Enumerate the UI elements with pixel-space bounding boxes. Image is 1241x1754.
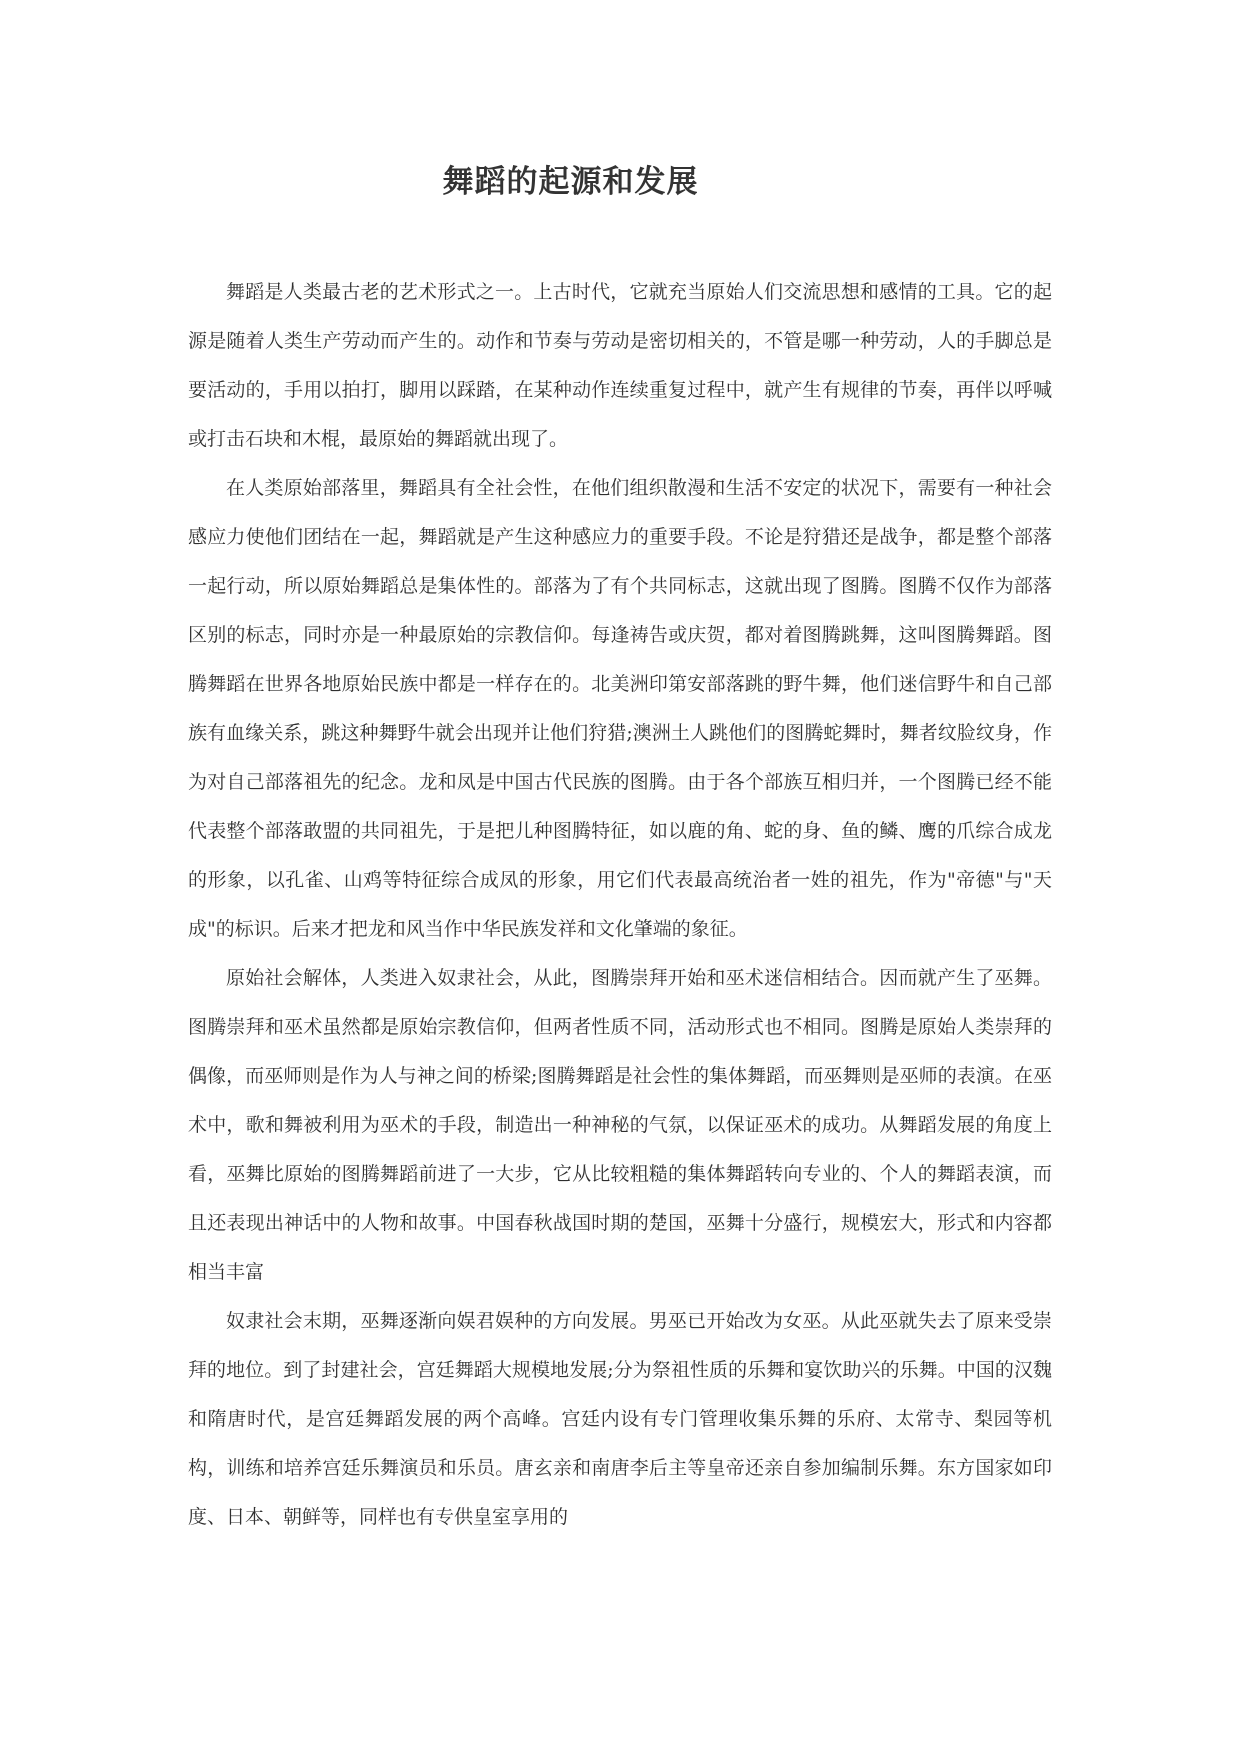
paragraph-witch-dance: 原始社会解体，人类进入奴隶社会，从此，图腾崇拜开始和巫术迷信相结合。因而就产生了巫舞。图腾崇拜和巫术虽然都是原始宗教信仰，但两者性质不同，活动形式也不相同。图腾是原始人类崇拜的偶像，而巫师则是作为人与神之间的桥梁;图腾舞蹈是社会性的集体舞蹈，而巫舞则是巫师的表演。在巫术中，歌和舞被利用为巫术的手段，制造出一种神秘的气氛，以保证巫术的成功。从舞蹈发展的角度上看，巫舞比原始的图腾舞蹈前进了一大步，它从比较粗糙的集体舞蹈转向专业的、个人的舞蹈表演，而且还表现出神话中的人物和故事。中国春秋战国时期的楚国，巫舞十分盛行，规模宏大，形式和内容都相当丰富 <box>188 967 1052 1283</box>
paragraph-court-dance: 奴隶社会末期，巫舞逐渐向娱君娱种的方向发展。男巫已开始改为女巫。从此巫就失去了原来受崇拜的地位。到了封建社会，宫廷舞蹈大规模地发展;分为祭祖性质的乐舞和宴饮助兴的乐舞。中国的汉魏和隋唐时代，是宫廷舞蹈发展的两个高峰。宫廷内设有专门管理收集乐舞的乐府、太常寺、梨园等机构，训练和培养宫廷乐舞演员和乐员。唐玄亲和南唐李后主等皇帝还亲自参加编制乐舞。东方国家如印度、日本、朝鲜等，同样也有专供皇室享用的 <box>188 1310 1052 1528</box>
page-title: 舞蹈的起源和发展 <box>442 164 699 200</box>
paragraph-totem: 在人类原始部落里，舞蹈具有全社会性，在他们组织散漫和生活不安定的状况下，需要有一种社会感应力使他们团结在一起，舞蹈就是产生这种感应力的重要手段。不论是狩猎还是战争，都是整个部落一起行动，所以原始舞蹈总是集体性的。部落为了有个共同标志，这就出现了图腾。图腾不仅作为部落区别的标志，同时亦是一种最原始的宗教信仰。每逢祷告或庆贺，都对着图腾跳舞，这叫图腾舞蹈。图腾舞蹈在世界各地原始民族中都是一样存在的。北美洲印第安部落跳的野牛舞，他们迷信野牛和自己部族有血缘关系，跳这种舞野牛就会出现并让他们狩猎;澳洲土人跳他们的图腾蛇舞时，舞者纹脸纹身，作为对自己部落祖先的纪念。龙和凤是中国古代民族的图腾。由于各个部族互相归并，一个图腾已经不能代表整个部落敢盟的共同祖先，于是把儿种图腾特征，如以鹿的角、蛇的身、鱼的鳞、鹰的爪综合成龙的形象，以孔雀、山鸡等特征综合成凤的形象，用它们代表最高统治者一姓的祖先，作为"帝德"与"天成"的标识。后来才把龙和风当作中华民族发祥和文化肇端的象征。 <box>188 477 1052 940</box>
document-body <box>188 268 1052 1542</box>
paragraph-origin: 舞蹈是人类最古老的艺术形式之一。上古时代，它就充当原始人们交流思想和感情的工具。它的起源是随着人类生产劳动而产生的。动作和节奏与劳动是密切相关的，不管是哪一种劳动，人的手脚总是要活动的，手用以拍打，脚用以踩踏，在某种动作连续重复过程中，就产生有规律的节奏，再伴以呼喊或打击石块和木棍，最原始的舞蹈就出现了。 <box>188 281 1052 450</box>
